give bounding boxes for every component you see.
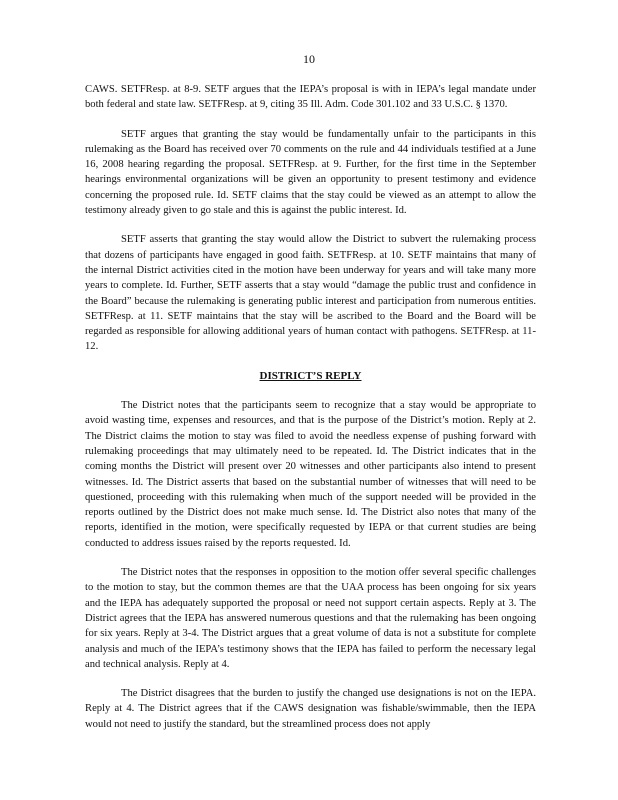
- paragraph-1: CAWS. SETFResp. at 8-9. SETF argues that the IEPA’s proposal is with in IEPA’s legal mandate under both federal and state law. SETFResp. at 9, citing 35 Ill. Adm. Code 301.102 and 33 U.S.C. § 1370.: [85, 84, 536, 111]
- paragraph-2: SETF argues that granting the stay would be fundamentally unfair to the participants in this rulemaking as the Board has received over 70 comments on the rule and 44 individuals testified at a June 16, 2008 hearing regarding the proposal. SETFResp. at 9. Further, for the first time in the September hearings environmental organizations will be given an opportunity to present testimony and evidence concerning the proposed rule. Id. SETF claims that the stay could be viewed as an attempt to allow the testimony already given to go stale and this is against the public interest. Id.: [85, 128, 536, 217]
- page-number: 10: [303, 52, 315, 66]
- page-body: [85, 82, 536, 746]
- paragraph-3: SETF asserts that granting the stay would allow the District to subvert the rulemaking process that dozens of participants have engaged in good faith. SETFResp. at 10. SETF maintains that many of the internal District activities cited in the motion have been underway for years and will take many more years to complete. Id. Further, SETF asserts that a stay would “damage the public trust and confidence in the Board” because the rulemaking is generating public interest and participation from numerous entities. SETFResp. at 11. SETF maintains that the stay will be ascribed to the Board and the Board will be regarded as responsible for allowing additional years of human contact with pathogens. SETFResp. at 11-12.: [85, 234, 536, 353]
- section-heading: DISTRICT’S REPLY: [259, 369, 362, 382]
- paragraph-5: The District notes that the responses in opposition to the motion offer several specific challenges to the motion to stay, but the common themes are that the UAA process has been ongoing for six years and the IEPA has adequately supported the proposal or need not support certain aspects. Reply at 3. The District agrees that the IEPA has answered numerous questions and that the rulemaking has been ongoing for six years. Reply at 3-4. The District argues that a great volume of data is not a substitute for complete analysis and much of the IEPA’s testimony shows that the IEPA has failed to perform the necessary legal and technical analysis. Reply at 4.: [85, 567, 536, 670]
- paragraph-4: The District notes that the participants seem to recognize that a stay would be appropriate to avoid wasting time, expenses and resources, and that is the purpose of the District’s motion. Reply at 2. The District claims the motion to stay was filed to avoid the needless expense of pushing forward with rulemaking proceedings that may ultimately need to be repeated. Id. The District indicates that in the coming months the District will present over 20 witnesses and other participants also intend to present witnesses. Id. The District asserts that based on the substantial number of witnesses that will need to be questioned, proceeding with this rulemaking when much of the support needed will be provided in the reports outlined by the District does not make much sense. Id. The District also notes that many of the reports, identified in the motion, were specifically requested by IEPA or that current studies are being conducted to address issues raised by the reports requested. Id.: [85, 400, 536, 549]
- paragraph-6: The District disagrees that the burden to justify the changed use designations is not on the IEPA. Reply at 4. The District agrees that if the CAWS designation was fishable/swimmable, then the IEPA would not need to justify the standard, but the streamlined process does not apply: [85, 688, 536, 730]
